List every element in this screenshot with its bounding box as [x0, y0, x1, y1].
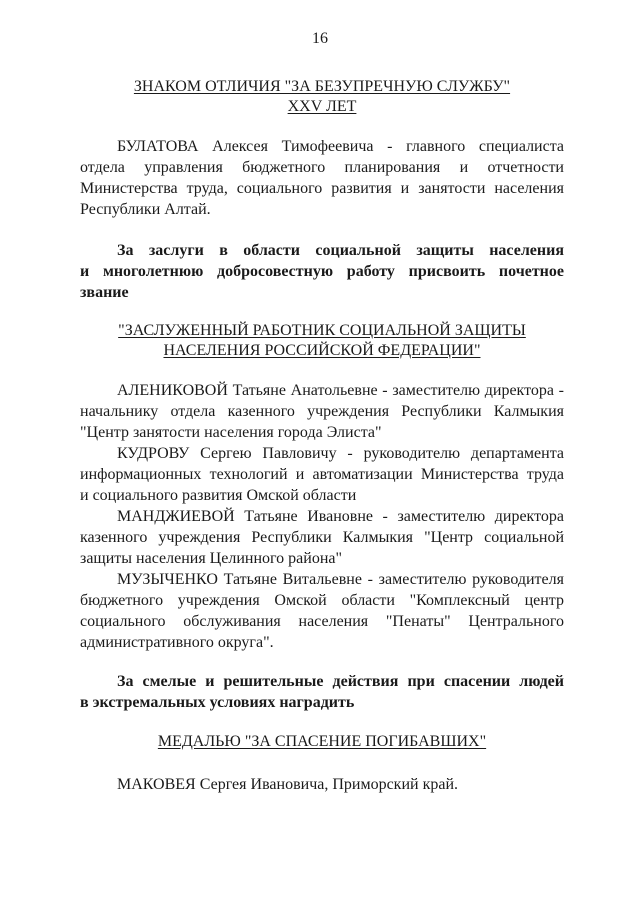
- text-line: казенного учреждения Республики Калмыкия "Центр социальной: [80, 529, 564, 546]
- award-heading-badge: [80, 77, 564, 117]
- award-heading-line: ЗНАКОМ ОТЛИЧИЯ "ЗА БЕЗУПРЕЧНУЮ СЛУЖБУ": [133, 78, 511, 95]
- decree-paragraph: [80, 671, 564, 713]
- text-line: Республики Алтай.: [80, 201, 211, 218]
- award-heading-line: XXV ЛЕТ: [287, 98, 357, 115]
- page-number: 16: [312, 30, 328, 47]
- text-line: МАНДЖИЕВОЙ Татьяне Ивановне - заместителю директора: [117, 508, 564, 525]
- text-line: отдела управления бюджетного планирования и отчетности: [80, 159, 564, 176]
- award-heading-line: "ЗАСЛУЖЕННЫЙ РАБОТНИК СОЦИАЛЬНОЙ ЗАЩИТЫ: [118, 322, 526, 339]
- award-heading-line: НАСЕЛЕНИЯ РОССИЙСКОЙ ФЕДЕРАЦИИ": [163, 342, 481, 359]
- text-line: МУЗЫЧЕНКО Татьяне Витальевне - заместителю руководителя: [117, 571, 564, 588]
- text-line: и социального развития Омской области: [80, 487, 357, 504]
- text-line: МАКОВЕЯ Сергея Ивановича, Приморский край.: [117, 776, 459, 793]
- awardee-paragraph: [80, 443, 564, 506]
- text-line: бюджетного учреждения Омской области "Комплексный центр: [80, 592, 564, 609]
- text-line: звание: [80, 284, 129, 301]
- awardee-paragraph: [80, 569, 564, 653]
- text-line: и многолетнюю добросовестную работу присвоить почетное: [80, 263, 564, 280]
- text-line: За смелые и решительные действия при спасении людей: [117, 673, 564, 690]
- text-line: информационных технологий и автоматизации Министерства труда: [80, 466, 564, 483]
- text-line: "Центр занятости населения города Элиста": [80, 424, 382, 441]
- awardee-paragraph: [80, 774, 564, 795]
- awardee-paragraph: [80, 136, 564, 220]
- text-line: административного округа".: [80, 634, 274, 651]
- text-line: Министерства труда, социального развития и занятости населения: [80, 180, 564, 197]
- text-line: КУДРОВУ Сергею Павловичу - руководителю департамента: [117, 445, 564, 462]
- award-heading-title: [80, 321, 564, 361]
- text-line: начальнику отдела казенного учреждения Республики Калмыкия: [80, 403, 564, 420]
- award-heading-line: МЕДАЛЬЮ "ЗА СПАСЕНИЕ ПОГИБАВШИХ": [157, 733, 487, 750]
- awardee-paragraph: [80, 380, 564, 443]
- text-line: защиты населения Целинного района": [80, 550, 343, 567]
- award-heading-medal: [80, 732, 564, 752]
- text-line: БУЛАТОВА Алексея Тимофеевича - главного специалиста: [117, 138, 564, 155]
- text-line: АЛЕНИКОВОЙ Татьяне Анатольевне - заместителю директора -: [117, 382, 564, 399]
- text-line: За заслуги в области социальной защиты населения: [117, 242, 564, 259]
- text-line: социального обслуживания населения "Пенаты" Центрального: [80, 613, 564, 630]
- decree-paragraph: [80, 240, 564, 303]
- text-line: в экстремальных условиях наградить: [80, 694, 355, 711]
- awardee-paragraph: [80, 506, 564, 569]
